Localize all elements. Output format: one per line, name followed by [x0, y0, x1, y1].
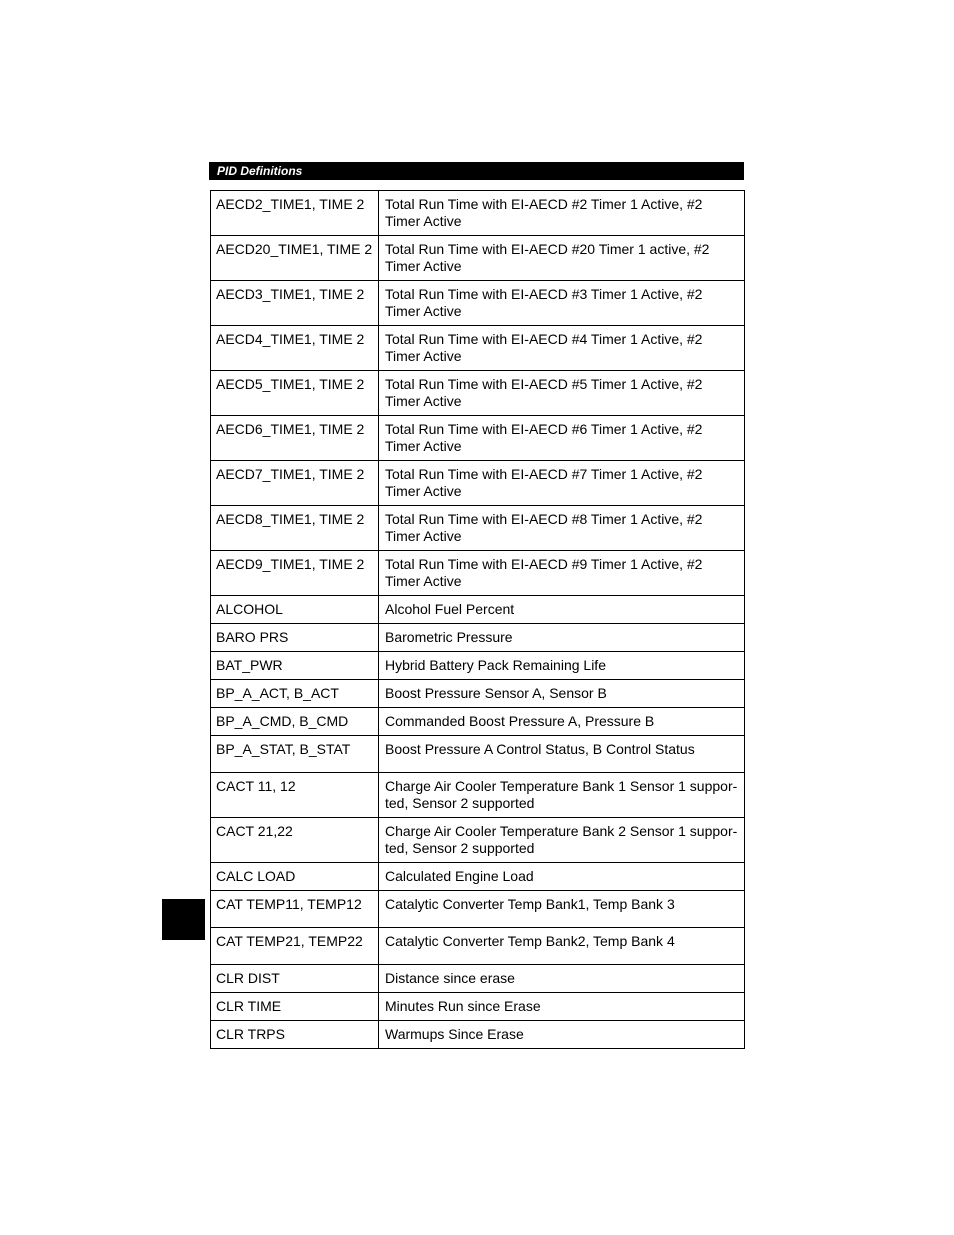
pid-term: AECD2_TIME1, TIME 2 — [211, 191, 379, 236]
table-row — [211, 506, 745, 551]
table-row — [211, 863, 745, 891]
pid-term: AECD4_TIME1, TIME 2 — [211, 326, 379, 371]
pid-definition: Total Run Time with EI-AECD #2 Timer 1 Active, #2 Timer Active — [379, 191, 745, 236]
table-row — [211, 371, 745, 416]
pid-term: CLR TIME — [211, 993, 379, 1021]
table-row — [211, 416, 745, 461]
pid-term: BP_A_STAT, B_STAT — [211, 736, 379, 773]
table-row — [211, 965, 745, 993]
pid-term: BP_A_CMD, B_CMD — [211, 708, 379, 736]
pid-term: AECD7_TIME1, TIME 2 — [211, 461, 379, 506]
pid-definition: Total Run Time with EI-AECD #3 Timer 1 Active, #2 Timer Active — [379, 281, 745, 326]
pid-definition: Total Run Time with EI-AECD #4 Timer 1 Active, #2 Timer Active — [379, 326, 745, 371]
table-row — [211, 596, 745, 624]
table-row — [211, 818, 745, 863]
pid-term: CAT TEMP11, TEMP12 — [211, 891, 379, 928]
table-row — [211, 236, 745, 281]
pid-definition: Total Run Time with EI-AECD #5 Timer 1 Active, #2 Timer Active — [379, 371, 745, 416]
table-row — [211, 551, 745, 596]
pid-term: CALC LOAD — [211, 863, 379, 891]
pid-definition: Total Run Time with EI-AECD #20 Timer 1 active, #2 Timer Active — [379, 236, 745, 281]
table-row — [211, 708, 745, 736]
pid-definition: Total Run Time with EI-AECD #7 Timer 1 Active, #2 Timer Active — [379, 461, 745, 506]
chapter-tab-marker — [162, 899, 205, 940]
pid-definition: Commanded Boost Pressure A, Pressure B — [379, 708, 745, 736]
pid-term: AECD20_TIME1, TIME 2 — [211, 236, 379, 281]
pid-term: CACT 11, 12 — [211, 773, 379, 818]
table-row — [211, 680, 745, 708]
pid-term: CLR DIST — [211, 965, 379, 993]
section-title: PID Definitions — [217, 164, 303, 178]
table-row — [211, 281, 745, 326]
pid-definition: Charge Air Cooler Temperature Bank 2 Sensor 1 suppor-ted, Sensor 2 supported — [379, 818, 745, 863]
pid-definition: Barometric Pressure — [379, 624, 745, 652]
pid-term: CAT TEMP21, TEMP22 — [211, 928, 379, 965]
pid-definition: Total Run Time with EI-AECD #9 Timer 1 Active, #2 Timer Active — [379, 551, 745, 596]
table-row — [211, 326, 745, 371]
pid-term: AECD3_TIME1, TIME 2 — [211, 281, 379, 326]
pid-definition: Distance since erase — [379, 965, 745, 993]
pid-term: CLR TRPS — [211, 1021, 379, 1049]
table-row — [211, 891, 745, 928]
pid-definition: Total Run Time with EI-AECD #6 Timer 1 Active, #2 Timer Active — [379, 416, 745, 461]
pid-definition: Boost Pressure A Control Status, B Control Status — [379, 736, 745, 773]
pid-definition: Hybrid Battery Pack Remaining Life — [379, 652, 745, 680]
pid-term: AECD9_TIME1, TIME 2 — [211, 551, 379, 596]
pid-definition: Boost Pressure Sensor A, Sensor B — [379, 680, 745, 708]
pid-definition: Alcohol Fuel Percent — [379, 596, 745, 624]
pid-term: BP_A_ACT, B_ACT — [211, 680, 379, 708]
pid-definition: Calculated Engine Load — [379, 863, 745, 891]
pid-definitions-table — [210, 190, 745, 1049]
table-row — [211, 736, 745, 773]
table-row — [211, 461, 745, 506]
table-row — [211, 773, 745, 818]
pid-term: AECD6_TIME1, TIME 2 — [211, 416, 379, 461]
pid-definition: Catalytic Converter Temp Bank1, Temp Bank 3 — [379, 891, 745, 928]
pid-definition: Minutes Run since Erase — [379, 993, 745, 1021]
pid-term: ALCOHOL — [211, 596, 379, 624]
pid-definition: Warmups Since Erase — [379, 1021, 745, 1049]
pid-term: CACT 21,22 — [211, 818, 379, 863]
table-row — [211, 652, 745, 680]
table-row — [211, 1021, 745, 1049]
pid-term: AECD5_TIME1, TIME 2 — [211, 371, 379, 416]
pid-definition: Catalytic Converter Temp Bank2, Temp Bank 4 — [379, 928, 745, 965]
table-row — [211, 191, 745, 236]
table-row — [211, 624, 745, 652]
pid-definition: Charge Air Cooler Temperature Bank 1 Sensor 1 suppor-ted, Sensor 2 supported — [379, 773, 745, 818]
pid-term: BARO PRS — [211, 624, 379, 652]
table-row — [211, 928, 745, 965]
pid-definition: Total Run Time with EI-AECD #8 Timer 1 Active, #2 Timer Active — [379, 506, 745, 551]
pid-term: BAT_PWR — [211, 652, 379, 680]
pid-term: AECD8_TIME1, TIME 2 — [211, 506, 379, 551]
section-header-bar — [209, 162, 744, 180]
table-row — [211, 993, 745, 1021]
